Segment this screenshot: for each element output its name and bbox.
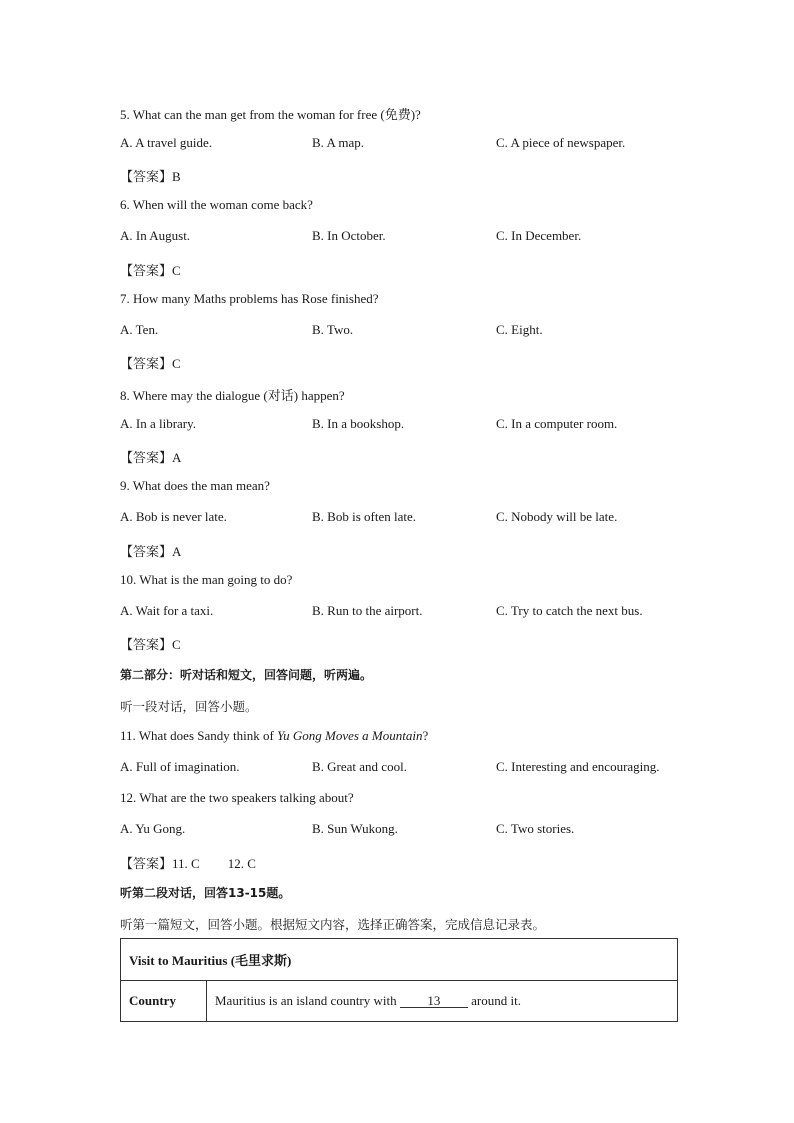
option-a: A. Bob is never late. bbox=[120, 509, 227, 524]
option-b: B. Two. bbox=[312, 322, 354, 337]
question-7: 7. How many Maths problems has Rose finished? bbox=[120, 291, 379, 306]
option-b: B. Sun Wukong. bbox=[312, 821, 398, 836]
options-12 bbox=[120, 821, 680, 839]
part2-heading: 第二部分：听对话和短文，回答问题，听两遍。 bbox=[120, 668, 373, 682]
option-a: A. In August. bbox=[120, 228, 191, 243]
option-c: C. A piece of newspaper. bbox=[496, 135, 626, 150]
row-text-before: Mauritius is an island country with bbox=[215, 993, 400, 1008]
question-11 bbox=[120, 728, 428, 744]
answer-8: 【答案】A bbox=[120, 450, 182, 465]
option-c: C. Two stories. bbox=[496, 821, 575, 836]
option-b: B. Run to the airport. bbox=[312, 603, 423, 618]
option-c: C. Eight. bbox=[496, 322, 543, 337]
question-5: 5. What can the man get from the woman for free (免费)? bbox=[120, 107, 421, 122]
table-title: Visit to Mauritius (毛里求斯) bbox=[121, 939, 678, 981]
options-5 bbox=[120, 135, 680, 153]
answer-9: 【答案】A bbox=[120, 544, 182, 559]
table-title-row bbox=[121, 939, 678, 981]
row-text-after: around it. bbox=[467, 993, 521, 1008]
table-row bbox=[121, 981, 678, 1022]
option-b: B. In October. bbox=[312, 228, 386, 243]
options-11 bbox=[120, 759, 680, 777]
answer-10: 【答案】C bbox=[120, 637, 181, 652]
option-b: B. In a bookshop. bbox=[312, 416, 405, 431]
options-10 bbox=[120, 603, 680, 621]
answer-11-12 bbox=[120, 853, 256, 872]
options-9 bbox=[120, 509, 680, 527]
dialog1-intro: 听一段对话，回答小题。 bbox=[120, 699, 258, 714]
question-9: 9. What does the man mean? bbox=[120, 478, 270, 493]
option-c: C. In December. bbox=[496, 228, 582, 243]
option-b: B. A map. bbox=[312, 135, 365, 150]
question-11-suffix: ? bbox=[422, 728, 429, 743]
answer-5: 【答案】B bbox=[120, 169, 181, 184]
question-6: 6. When will the woman come back? bbox=[120, 197, 313, 212]
option-c: C. In a computer room. bbox=[496, 416, 618, 431]
option-b: B. Great and cool. bbox=[312, 759, 407, 774]
option-a: A. Wait for a taxi. bbox=[120, 603, 214, 618]
answer-6: 【答案】C bbox=[120, 263, 181, 278]
question-8: 8. Where may the dialogue (对话) happen? bbox=[120, 388, 345, 403]
passage-intro: 听第一篇短文，回答小题。根据短文内容，选择正确答案，完成信息记录表。 bbox=[120, 917, 546, 932]
question-12: 12. What are the two speakers talking about? bbox=[120, 790, 354, 805]
option-c: C. Interesting and encouraging. bbox=[496, 759, 660, 774]
answer-11: 【答案】11. C bbox=[120, 856, 200, 871]
story-title: Yu Gong Moves a Mountain bbox=[277, 728, 423, 743]
question-10: 10. What is the man going to do? bbox=[120, 572, 293, 587]
blank-13[interactable]: 13 bbox=[400, 994, 468, 1008]
dialog2-heading: 听第二段对话，回答13-15题。 bbox=[120, 886, 291, 900]
option-a: A. Full of imagination. bbox=[120, 759, 240, 774]
options-6 bbox=[120, 228, 680, 246]
row-content bbox=[207, 981, 678, 1022]
option-c: C. Nobody will be late. bbox=[496, 509, 618, 524]
options-8 bbox=[120, 416, 680, 434]
answer-12: 12. C bbox=[227, 856, 256, 871]
option-a: A. A travel guide. bbox=[120, 135, 213, 150]
option-b: B. Bob is often late. bbox=[312, 509, 416, 524]
option-a: A. Yu Gong. bbox=[120, 821, 186, 836]
row-label: Country bbox=[121, 981, 207, 1022]
question-11-prefix: 11. What does Sandy think of bbox=[120, 728, 278, 743]
option-a: A. In a library. bbox=[120, 416, 197, 431]
option-c: C. Try to catch the next bus. bbox=[496, 603, 643, 618]
info-record-table bbox=[120, 938, 678, 1022]
answer-7: 【答案】C bbox=[120, 356, 181, 371]
option-a: A. Ten. bbox=[120, 322, 159, 337]
options-7 bbox=[120, 322, 680, 340]
